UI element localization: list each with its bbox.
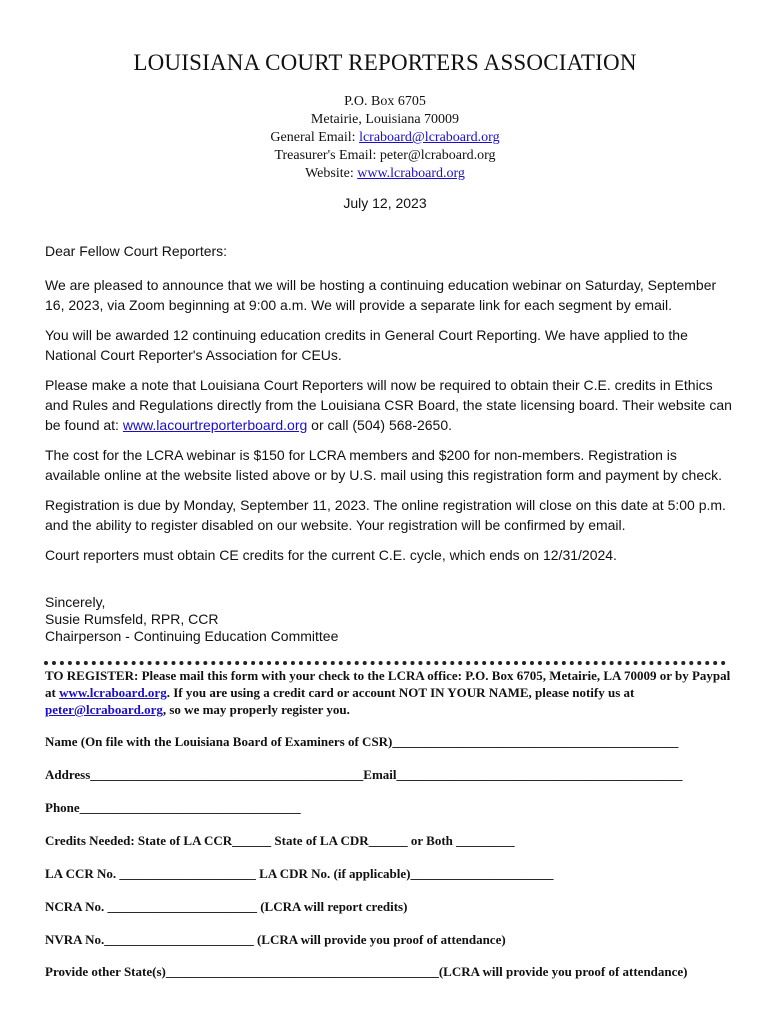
treasurer-email-line: Treasurer's Email: peter@lcraboard.org <box>274 148 496 163</box>
general-email-line <box>0 129 770 147</box>
registration-intro-text-2: . If you are using a credit card or account NOT IN YOUR NAME, please notify us at <box>166 685 635 700</box>
general-email-link[interactable]: lcraboard@lcraboard.org <box>359 130 500 145</box>
nvra-number-field[interactable]: NVRA No._______________________ (LCRA will provide you proof of attendance) <box>45 932 506 947</box>
la-license-numbers-field[interactable]: LA CCR No. _____________________ LA CDR No. (if applicable)______________________ <box>45 866 554 881</box>
letterhead-address <box>0 93 770 183</box>
closing: Sincerely, <box>45 594 106 610</box>
city-state-zip: Metairie, Louisiana 70009 <box>310 112 460 127</box>
website-link[interactable]: www.lcraboard.org <box>357 166 465 181</box>
registration-instructions <box>45 667 735 718</box>
paragraph-deadline: Registration is due by Monday, September 11, 2023. The online registration will close on this date at 5:00 p.m. and the ability to register disabled on our website. Your registration will be confirmed by email. <box>45 497 726 533</box>
general-email-label: General Email: <box>270 130 360 145</box>
paragraph-cost: The cost for the LCRA webinar is $150 for LCRA members and $200 for non-members. Registration is available online at the website listed above or by U.S. mail using this registration form and payment by check. <box>45 447 723 483</box>
phone-field[interactable]: Phone__________________________________ <box>45 800 301 815</box>
website-line <box>0 165 770 183</box>
credits-needed-field[interactable]: Credits Needed: State of LA CCR______ State of LA CDR______ or Both _________ <box>45 833 515 848</box>
other-states-field[interactable]: Provide other State(s)__________________________________________(LCRA will provide you proof of attendance) <box>45 964 688 979</box>
paragraph-credits: You will be awarded 12 continuing education credits in General Court Reporting. We have applied to the National Court Reporter's Association for CEUs. <box>45 327 688 363</box>
organization-title: LOUISIANA COURT REPORTERS ASSOCIATION <box>133 50 637 75</box>
paragraph-ce-cycle: Court reporters must obtain CE credits for the current C.E. cycle, which ends on 12/31/2024. <box>45 547 617 563</box>
csr-board-link[interactable]: www.lacourtreporterboard.org <box>122 417 308 433</box>
paragraph-ethics <box>45 375 735 435</box>
signer-name: Susie Rumsfeld, RPR, CCR <box>45 611 219 627</box>
po-box: P.O. Box 6705 <box>344 94 426 109</box>
ncra-number-field[interactable]: NCRA No. _______________________ (LCRA will report credits) <box>45 899 408 914</box>
cut-line-divider <box>44 661 726 665</box>
paragraph-ethics-text: Please make a note that Louisiana Court Reporters will now be required to obtain their C.E. credits in Ethics and Rules and Regulations directly from the Louisiana CSR Board, the state licensing board. Their website can be found at: <box>45 377 732 433</box>
registration-intro-text-3: , so we may properly register you. <box>162 702 350 717</box>
address-email-field[interactable]: Address__________________________________________Email____________________________________________ <box>45 767 683 782</box>
treasurer-email-link[interactable]: peter@lcraboard.org <box>45 702 163 717</box>
registration-intro-text: TO REGISTER: Please mail this form with your check to the LCRA office: P.O. Box 6705, Metairie, LA 70009 or by Paypal at <box>45 668 731 700</box>
letter-date: July 12, 2023 <box>343 195 427 211</box>
paragraph-ethics-phone: or call (504) 568-2650. <box>307 417 453 433</box>
name-field[interactable]: Name (On file with the Louisiana Board of Examiners of CSR)____________________________________________ <box>45 734 679 749</box>
paypal-website-link[interactable]: www.lcraboard.org <box>59 685 167 700</box>
signature-block <box>45 594 338 645</box>
website-label: Website: <box>305 166 358 181</box>
salutation: Dear Fellow Court Reporters: <box>45 243 228 259</box>
signer-title: Chairperson - Continuing Education Committee <box>45 628 339 644</box>
paragraph-webinar: We are pleased to announce that we will be hosting a continuing education webinar on Saturday, September 16, 2023, via Zoom beginning at 9:00 a.m. We will provide a separate link for each segment by email. <box>45 277 717 313</box>
